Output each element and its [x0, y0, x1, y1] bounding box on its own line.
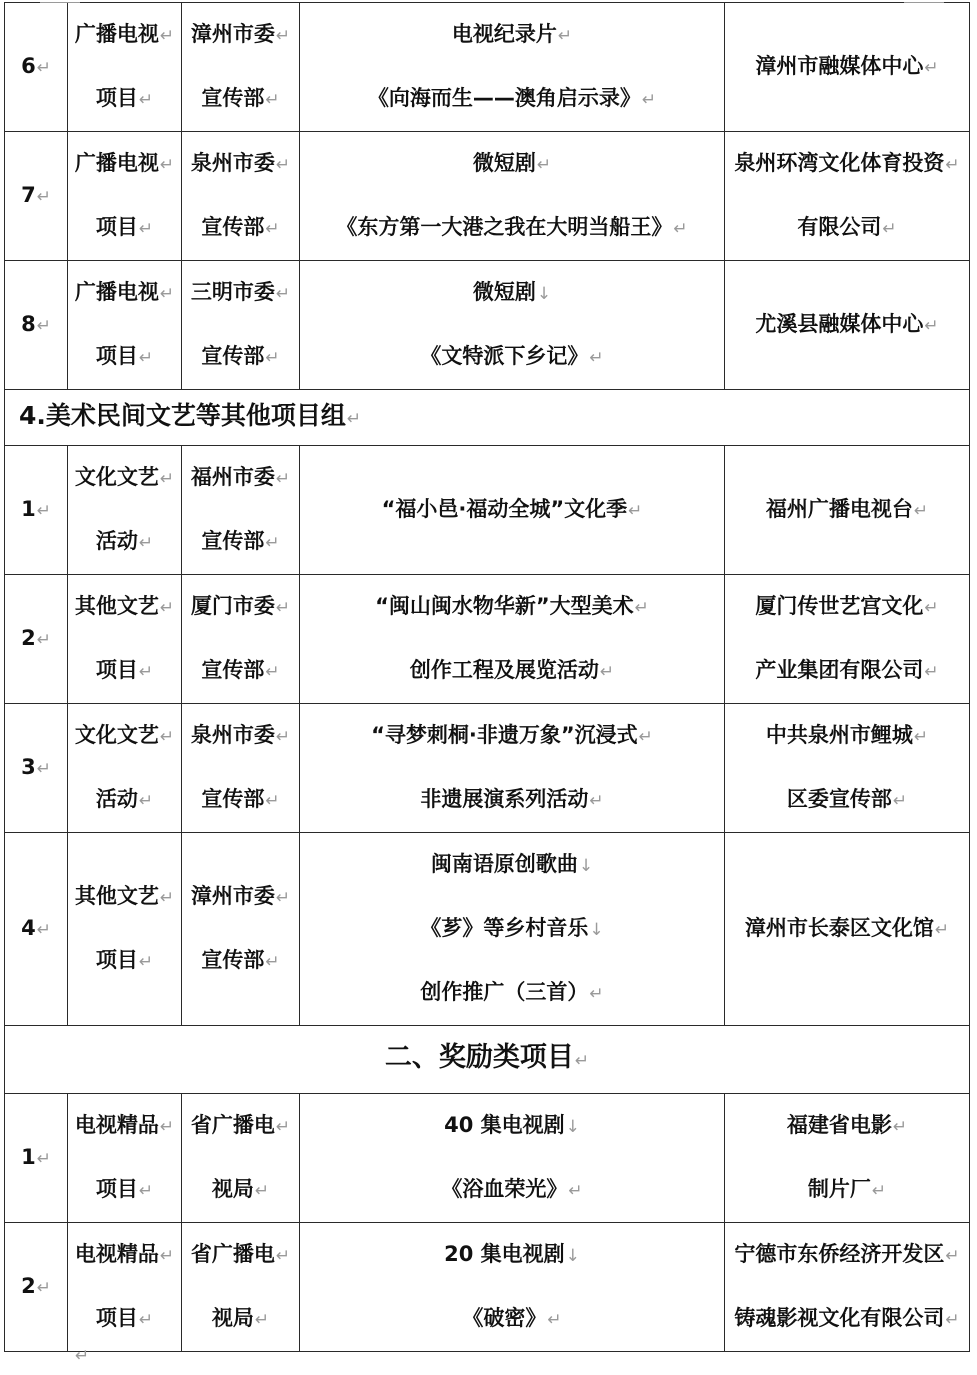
row-number-text: 2 — [21, 626, 36, 650]
reporting-unit-text: 三明市委 — [190, 280, 275, 304]
reporting-unit-line — [182, 261, 299, 325]
implementing-org — [725, 132, 970, 261]
trailing-paragraph-mark: ↵ — [75, 1346, 90, 1366]
paragraph-mark: ↵ — [138, 952, 154, 972]
implementing-org-line — [725, 704, 969, 768]
paragraph-mark: ↵ — [265, 662, 280, 682]
implementing-org-line — [725, 575, 969, 639]
project-table — [4, 2, 970, 1352]
project-title-text: 闽南语原创歌曲 — [430, 852, 578, 876]
implementing-org-line — [725, 768, 969, 832]
paragraph-mark: ↓ — [578, 856, 594, 876]
project-type-text: 文化文艺 — [74, 465, 159, 489]
paragraph-mark: ↵ — [599, 662, 615, 682]
reporting-unit — [182, 132, 300, 261]
project-type-text: 项目 — [95, 1306, 138, 1330]
implementing-org-line — [725, 196, 969, 260]
paragraph-mark: ↵ — [36, 501, 51, 521]
reporting-unit — [182, 833, 300, 1026]
project-title-text: 非遗展演系列活动 — [420, 787, 589, 811]
project-type — [68, 833, 182, 1026]
reporting-unit-text: 宣传部 — [201, 658, 265, 682]
reporting-unit — [182, 3, 300, 132]
reporting-unit-line — [182, 1223, 299, 1287]
row-number — [5, 132, 68, 261]
paragraph-mark: ↵ — [159, 727, 175, 747]
paragraph-mark: ↵ — [346, 409, 362, 429]
project-type — [68, 3, 182, 132]
paragraph-mark: ↵ — [159, 284, 175, 304]
paragraph-mark: ↵ — [36, 58, 51, 78]
category-heading — [5, 1026, 970, 1094]
project-title-text: 《芗》等乡村音乐 — [420, 916, 589, 940]
project-type — [68, 575, 182, 704]
project-type-line — [68, 639, 181, 703]
project-type-line — [68, 446, 181, 510]
paragraph-mark: ↵ — [275, 1117, 291, 1137]
project-type — [68, 261, 182, 390]
implementing-org-line — [725, 639, 969, 703]
project-type-line — [68, 67, 181, 131]
implementing-org-text: 宁德市东侨经济开发区 — [734, 1242, 945, 1266]
paragraph-mark: ↓ — [589, 920, 604, 940]
paragraph-mark: ↵ — [159, 598, 175, 618]
paragraph-mark: ↵ — [265, 348, 280, 368]
row-number — [5, 446, 68, 575]
project-type-text: 活动 — [95, 529, 138, 553]
reporting-unit-text: 宣传部 — [201, 948, 265, 972]
implementing-org-text: 漳州市长泰区文化馆 — [744, 916, 934, 940]
table-row — [5, 575, 970, 704]
project-title-text: 《文特派下乡记》 — [420, 344, 589, 368]
paragraph-mark: ↵ — [275, 284, 291, 304]
project-title-text: 《东方第一大港之我在大明当船王》 — [336, 215, 673, 239]
implementing-org — [725, 704, 970, 833]
project-title-text: “福小邑·福动全城”文化季 — [381, 497, 628, 521]
project-type-line — [68, 196, 181, 260]
paragraph-mark: ↵ — [945, 1246, 960, 1266]
reporting-unit-text: 厦门市委 — [190, 594, 275, 618]
reporting-unit-line — [182, 132, 299, 196]
project-type-text: 电视精品 — [74, 1242, 159, 1266]
paragraph-mark: ↵ — [36, 316, 51, 336]
project-title-text: 《向海而生——澳角启示录》 — [367, 86, 641, 110]
project-type-line — [68, 3, 181, 67]
implementing-org — [725, 833, 970, 1026]
reporting-unit-text: 漳州市委 — [190, 22, 275, 46]
implementing-org-text: 中共泉州市鲤城 — [765, 723, 913, 747]
reporting-unit — [182, 1094, 300, 1223]
section-title-text: 4.美术民间文艺等其他项目组 — [19, 401, 346, 430]
paragraph-mark: ↵ — [638, 727, 653, 747]
row-number — [5, 704, 68, 833]
paragraph-mark: ↵ — [138, 219, 154, 239]
row-number-text: 8 — [21, 312, 36, 336]
project-title-line — [300, 132, 724, 196]
implementing-org-text: 福建省电影 — [786, 1113, 892, 1137]
paragraph-mark: ↵ — [36, 187, 51, 207]
category-heading-text: 二、奖励类项目 — [384, 1042, 574, 1073]
project-type-line — [68, 510, 181, 574]
paragraph-mark: ↵ — [265, 219, 280, 239]
reporting-unit — [182, 446, 300, 575]
project-title — [300, 132, 725, 261]
implementing-org-text: 泉州环湾文化体育投资 — [734, 151, 945, 175]
reporting-unit-text: 福州市委 — [190, 465, 275, 489]
project-title-line — [300, 575, 724, 639]
paragraph-mark: ↵ — [589, 984, 604, 1004]
reporting-unit-line — [182, 1287, 299, 1351]
paragraph-mark: ↵ — [275, 727, 291, 747]
reporting-unit-line — [182, 1094, 299, 1158]
reporting-unit-line — [182, 67, 299, 131]
reporting-unit — [182, 261, 300, 390]
implementing-org-line — [725, 1223, 969, 1287]
project-title-line — [300, 261, 724, 325]
paragraph-mark: ↵ — [275, 469, 291, 489]
paragraph-mark: ↵ — [159, 155, 175, 175]
row-number-text: 1 — [21, 497, 36, 521]
project-title-text: 创作工程及展览活动 — [409, 658, 599, 682]
implementing-org-line — [725, 293, 969, 357]
paragraph-mark: ↵ — [547, 1310, 562, 1330]
paragraph-mark: ↵ — [628, 501, 643, 521]
implementing-org — [725, 1223, 970, 1352]
table-row — [5, 446, 970, 575]
reporting-unit — [182, 575, 300, 704]
paragraph-mark: ↵ — [275, 155, 291, 175]
project-title — [300, 1094, 725, 1223]
implementing-org-line — [725, 1287, 969, 1351]
paragraph-mark: ↵ — [138, 90, 154, 110]
project-type-line — [68, 704, 181, 768]
reporting-unit-line — [182, 3, 299, 67]
reporting-unit-line — [182, 325, 299, 389]
paragraph-mark: ↵ — [641, 90, 657, 110]
project-type — [68, 1223, 182, 1352]
project-type-line — [68, 1158, 181, 1222]
implementing-org-text: 有限公司 — [797, 215, 882, 239]
project-title-line — [300, 768, 724, 832]
project-type-text: 其他文艺 — [74, 594, 159, 618]
project-type-text: 广播电视 — [74, 151, 159, 175]
reporting-unit-text: 宣传部 — [201, 344, 265, 368]
paragraph-mark: ↵ — [913, 501, 929, 521]
paragraph-mark: ↓ — [536, 284, 552, 304]
table-row — [5, 1094, 970, 1223]
implementing-org-line — [725, 1094, 969, 1158]
implementing-org-line — [725, 35, 969, 99]
row-number-text: 7 — [21, 183, 36, 207]
table-row — [5, 132, 970, 261]
table-row — [5, 3, 970, 132]
project-type-text: 项目 — [95, 215, 138, 239]
paragraph-mark: ↵ — [138, 1181, 154, 1201]
implementing-org-text: 铸魂影视文化有限公司 — [734, 1306, 945, 1330]
project-type-line — [68, 1094, 181, 1158]
project-type — [68, 704, 182, 833]
row-number-text: 1 — [21, 1145, 36, 1169]
project-title-line — [300, 1287, 724, 1351]
project-title — [300, 3, 725, 132]
project-title-text: 20 集电视剧 — [444, 1242, 565, 1266]
paragraph-mark: ↵ — [159, 469, 175, 489]
paragraph-mark: ↵ — [36, 1278, 51, 1298]
paragraph-mark: ↵ — [36, 920, 51, 940]
project-type-line — [68, 1223, 181, 1287]
row-number — [5, 1094, 68, 1223]
project-title-line — [300, 196, 724, 260]
paragraph-mark: ↵ — [138, 662, 154, 682]
project-title — [300, 704, 725, 833]
paragraph-mark: ↵ — [557, 26, 573, 46]
project-type-text: 活动 — [95, 787, 138, 811]
implementing-org-line — [725, 897, 969, 961]
project-type-line — [68, 325, 181, 389]
project-title-text: 创作推广（三首） — [420, 980, 589, 1004]
reporting-unit-line — [182, 865, 299, 929]
implementing-org-text: 产业集团有限公司 — [755, 658, 924, 682]
section-title — [5, 390, 970, 446]
paragraph-mark: ↵ — [275, 598, 291, 618]
table-row — [5, 833, 970, 1026]
paragraph-mark: ↵ — [159, 888, 175, 908]
row-number — [5, 1223, 68, 1352]
reporting-unit-line — [182, 768, 299, 832]
implementing-org-text: 漳州市融媒体中心 — [755, 54, 924, 78]
reporting-unit-text: 省广播电 — [190, 1242, 275, 1266]
project-title-text: 微短剧 — [472, 151, 536, 175]
table-row — [5, 1223, 970, 1352]
reporting-unit-text: 宣传部 — [201, 215, 265, 239]
paragraph-mark: ↵ — [673, 219, 688, 239]
project-title — [300, 833, 725, 1026]
row-number — [5, 575, 68, 704]
project-title-line — [300, 1158, 724, 1222]
project-type-line — [68, 865, 181, 929]
paragraph-mark: ↵ — [138, 791, 154, 811]
paragraph-mark: ↓ — [565, 1246, 580, 1266]
paragraph-mark: ↵ — [275, 26, 291, 46]
reporting-unit-line — [182, 639, 299, 703]
row-number — [5, 3, 68, 132]
project-title-text: 电视纪录片 — [451, 22, 557, 46]
project-title-text: 微短剧 — [472, 280, 536, 304]
paragraph-mark: ↵ — [36, 759, 51, 779]
paragraph-mark: ↵ — [589, 791, 604, 811]
paragraph-mark: ↵ — [138, 533, 154, 553]
crop-mark-left — [40, 2, 80, 3]
paragraph-mark: ↵ — [913, 727, 929, 747]
project-title-line — [300, 325, 724, 389]
project-type-text: 广播电视 — [74, 280, 159, 304]
project-title-line — [300, 961, 724, 1025]
project-title-text: 40 集电视剧 — [444, 1113, 565, 1137]
project-type — [68, 1094, 182, 1223]
paragraph-mark: ↵ — [945, 155, 960, 175]
paragraph-mark: ↵ — [924, 316, 939, 336]
project-title — [300, 575, 725, 704]
project-title-line — [300, 478, 724, 542]
project-title-text: “寻梦刺桐·非遗万象”沉浸式 — [371, 723, 638, 747]
reporting-unit-text: 宣传部 — [201, 529, 265, 553]
section-row — [5, 390, 970, 446]
implementing-org-text: 厦门传世艺宫文化 — [755, 594, 924, 618]
reporting-unit-line — [182, 446, 299, 510]
implementing-org — [725, 575, 970, 704]
reporting-unit-line — [182, 575, 299, 639]
implementing-org — [725, 261, 970, 390]
paragraph-mark: ↵ — [275, 1246, 291, 1266]
reporting-unit-line — [182, 1158, 299, 1222]
paragraph-mark: ↵ — [945, 1310, 960, 1330]
paragraph-mark: ↵ — [159, 26, 175, 46]
reporting-unit-text: 省广播电 — [190, 1113, 275, 1137]
project-title-line — [300, 639, 724, 703]
project-type-text: 文化文艺 — [74, 723, 159, 747]
paragraph-mark: ↵ — [265, 791, 280, 811]
project-type-text: 其他文艺 — [74, 884, 159, 908]
project-title-text: 《破密》 — [462, 1306, 547, 1330]
project-title-text: “闽山闽水物华新”大型美术 — [375, 594, 634, 618]
project-type — [68, 132, 182, 261]
paragraph-mark: ↵ — [574, 1051, 590, 1071]
reporting-unit-line — [182, 196, 299, 260]
paragraph-mark: ↵ — [536, 155, 552, 175]
paragraph-mark: ↵ — [892, 791, 908, 811]
project-type-line — [68, 1287, 181, 1351]
paragraph-mark: ↵ — [36, 1149, 51, 1169]
project-title — [300, 1223, 725, 1352]
project-type-line — [68, 261, 181, 325]
paragraph-mark: ↵ — [589, 348, 604, 368]
implementing-org-text: 区委宣传部 — [786, 787, 892, 811]
paragraph-mark: ↵ — [275, 888, 291, 908]
row-number-text: 2 — [21, 1274, 36, 1298]
implementing-org-text: 福州广播电视台 — [765, 497, 913, 521]
paragraph-mark: ↵ — [36, 630, 51, 650]
project-title-line — [300, 3, 724, 67]
project-type-text: 项目 — [95, 344, 138, 368]
row-number-text: 6 — [21, 54, 36, 78]
row-number-text: 3 — [21, 755, 36, 779]
project-type-text: 项目 — [95, 658, 138, 682]
project-title-line — [300, 67, 724, 131]
paragraph-mark: ↵ — [882, 219, 897, 239]
project-type-text: 项目 — [95, 1177, 138, 1201]
paragraph-mark: ↵ — [265, 952, 280, 972]
reporting-unit-text: 宣传部 — [201, 86, 265, 110]
reporting-unit — [182, 1223, 300, 1352]
implementing-org — [725, 446, 970, 575]
paragraph-mark: ↵ — [138, 1310, 154, 1330]
paragraph-mark: ↵ — [265, 90, 280, 110]
reporting-unit-text: 泉州市委 — [190, 151, 275, 175]
reporting-unit-line — [182, 704, 299, 768]
paragraph-mark: ↵ — [265, 533, 280, 553]
implementing-org-line — [725, 478, 969, 542]
implementing-org-text: 尤溪县融媒体中心 — [755, 312, 924, 336]
project-type-text: 电视精品 — [74, 1113, 159, 1137]
paragraph-mark: ↵ — [634, 598, 649, 618]
project-title-text: 《浴血荣光》 — [441, 1177, 568, 1201]
project-title-line — [300, 897, 724, 961]
table-row — [5, 261, 970, 390]
crop-mark-right — [904, 2, 944, 3]
project-type — [68, 446, 182, 575]
project-title-line — [300, 833, 724, 897]
implementing-org — [725, 3, 970, 132]
reporting-unit-text: 视局 — [211, 1306, 254, 1330]
paragraph-mark: ↵ — [924, 58, 939, 78]
paragraph-mark: ↵ — [568, 1181, 583, 1201]
row-number — [5, 261, 68, 390]
reporting-unit-text: 视局 — [211, 1177, 254, 1201]
paragraph-mark: ↵ — [254, 1310, 270, 1330]
project-type-text: 广播电视 — [74, 22, 159, 46]
paragraph-mark: ↵ — [924, 598, 939, 618]
implementing-org-line — [725, 1158, 969, 1222]
project-type-text: 项目 — [95, 86, 138, 110]
paragraph-mark: ↓ — [565, 1117, 580, 1137]
reporting-unit — [182, 704, 300, 833]
reporting-unit-text: 泉州市委 — [190, 723, 275, 747]
reporting-unit-text: 漳州市委 — [190, 884, 275, 908]
implementing-org-line — [725, 132, 969, 196]
project-type-line — [68, 132, 181, 196]
paragraph-mark: ↵ — [159, 1117, 175, 1137]
project-title — [300, 261, 725, 390]
row-number-text: 4 — [21, 916, 36, 940]
paragraph-mark: ↵ — [159, 1246, 175, 1266]
paragraph-mark: ↵ — [934, 920, 950, 940]
project-title — [300, 446, 725, 575]
row-number — [5, 833, 68, 1026]
reporting-unit-line — [182, 929, 299, 993]
paragraph-mark: ↵ — [924, 662, 939, 682]
paragraph-mark: ↵ — [254, 1181, 270, 1201]
project-title-line — [300, 1094, 724, 1158]
implementing-org-text: 制片厂 — [807, 1177, 871, 1201]
paragraph-mark: ↵ — [871, 1181, 887, 1201]
paragraph-mark: ↵ — [138, 348, 154, 368]
document-page — [4, 2, 970, 1352]
heading-row — [5, 1026, 970, 1094]
paragraph-mark: ↵ — [892, 1117, 908, 1137]
project-title-line — [300, 704, 724, 768]
project-type-text: 项目 — [95, 948, 138, 972]
reporting-unit-text: 宣传部 — [201, 787, 265, 811]
implementing-org — [725, 1094, 970, 1223]
project-type-line — [68, 768, 181, 832]
project-type-line — [68, 575, 181, 639]
table-row — [5, 704, 970, 833]
reporting-unit-line — [182, 510, 299, 574]
project-type-line — [68, 929, 181, 993]
project-title-line — [300, 1223, 724, 1287]
